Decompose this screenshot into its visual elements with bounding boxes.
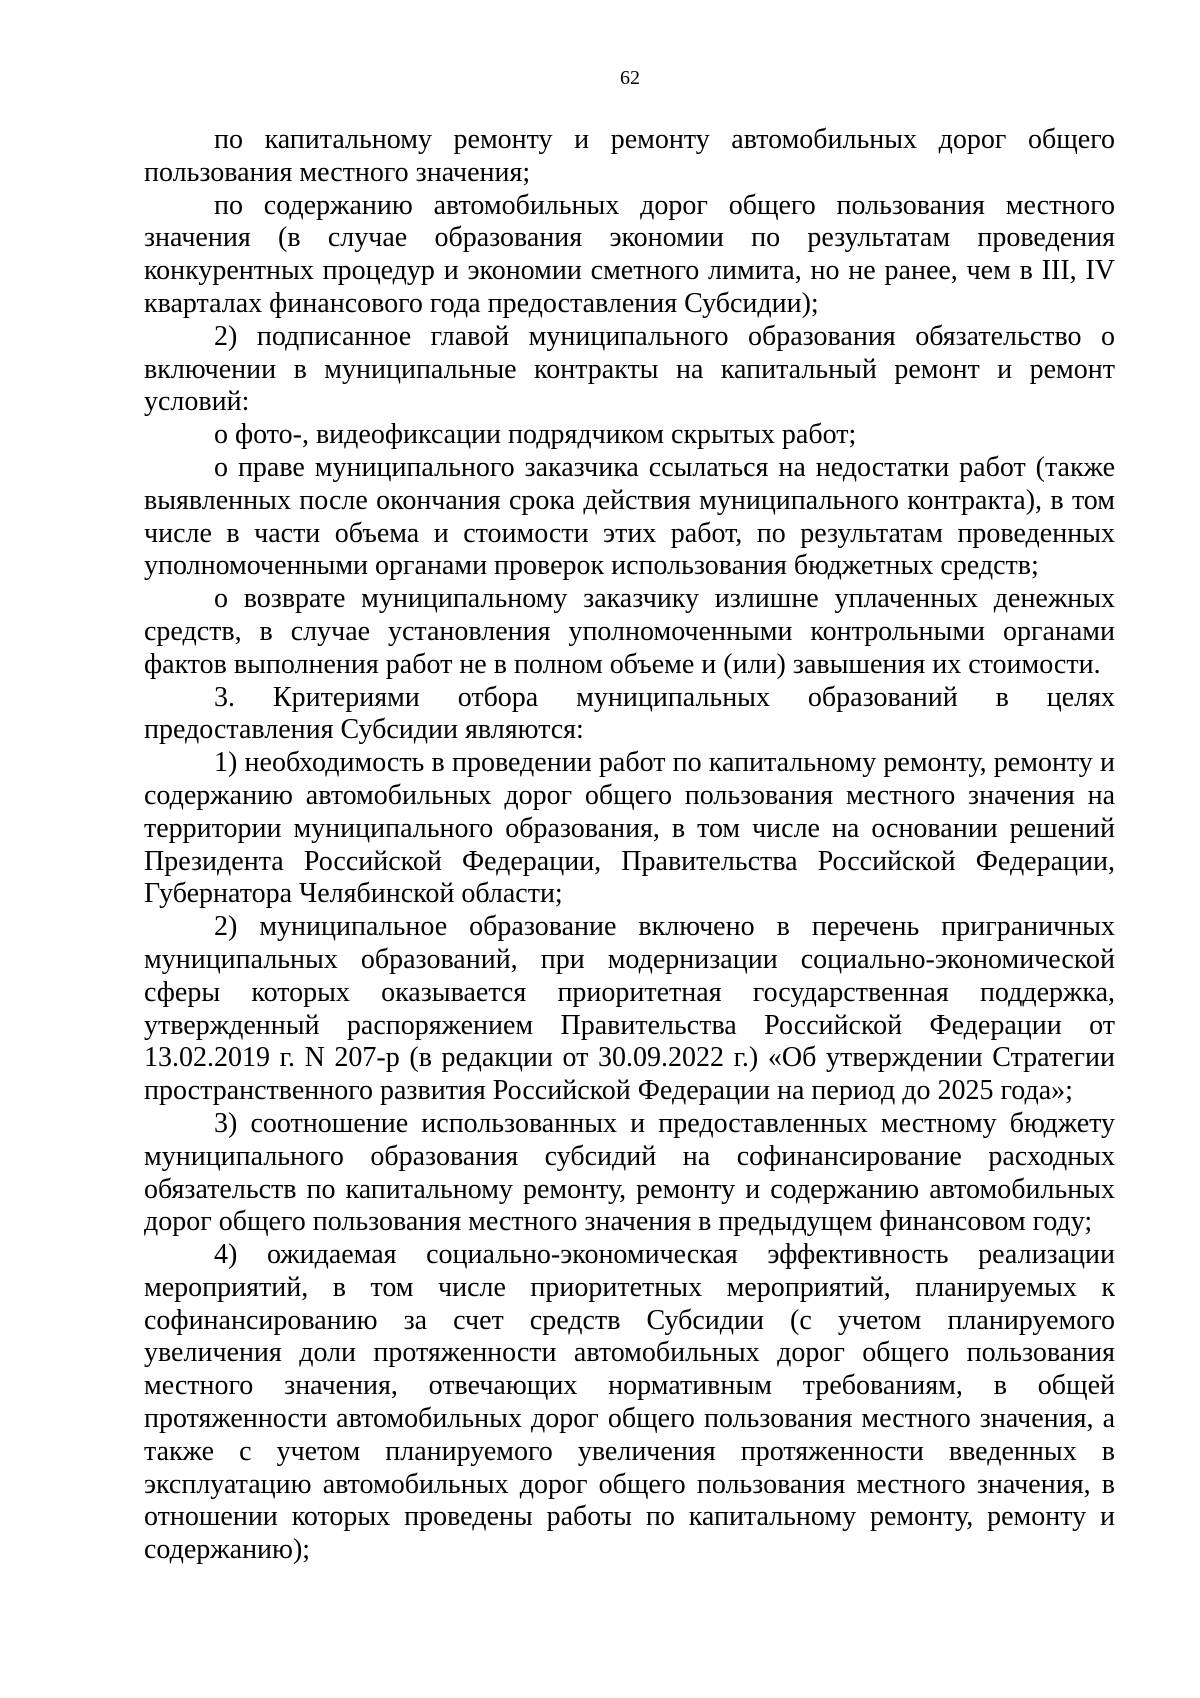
paragraph-criterion-3: 3) соотношение использованных и предоставленных местному бюджету муниципального образования субсидий на софинансирование расходных обязательств по капитальному ремонту, ремонту и содержанию автомобильных дорог общего пользования местного значения в предыдущем финансовом году; <box>144 1107 1115 1238</box>
paragraph-maintenance: по содержанию автомобильных дорог общего пользования местного значения (в случае образования экономии по результатам проведения конкурентных процедур и экономии сметного лимита, но не ранее, чем в III, IV кварталах финансового года предоставления Субсидии); <box>144 189 1115 319</box>
page-number: 62 <box>620 67 640 89</box>
paragraph-criterion-4: 4) ожидаемая социально-экономическая эффективность реализации мероприятий, в том числе приоритетных мероприятий, планируемых к софинансированию за счет средств Субсидии (с учетом планируемого увеличения доли протяженности автомобильных дорог общего пользования местного значения, отвечающих нормативным требованиям, в общей протяженности автомобильных дорог общего пользования местного значения, а также с учетом планируемого увеличения протяженности введенных в эксплуатацию автомобильных дорог общего пользования местного значения, в отношении которых проведены работы по капитальному ремонту, ремонту и содержанию); <box>144 1239 1115 1566</box>
paragraph-obligation: 2) подписанное главой муниципального образования обязательство о включении в муниципальные контракты на капитальный ремонт и ремонт условий: <box>144 320 1115 418</box>
document-body <box>144 124 1115 1567</box>
paragraph-customer-right: о праве муниципального заказчика ссылаться на недостатки работ (также выявленных после окончания срока действия муниципального контракта), в том числе в части объема и стоимости этих работ, по результатам проведенных уполномоченными органами проверок использования бюджетных средств; <box>144 451 1115 582</box>
paragraph-criterion-1: 1) необходимость в проведении работ по капитальному ремонту, ремонту и содержанию автомобильных дорог общего пользования местного значения на территории муниципального образования, в том числе на основании решений Президента Российской Федерации, Правительства Российской Федерации, Губернатора Челябинской области; <box>144 747 1115 910</box>
paragraph-photo-video: о фото-, видеофиксации подрядчиком скрытых работ; <box>214 419 857 451</box>
paragraph-criteria-heading: 3. Критериями отбора муниципальных образований в целях предоставления Субсидии являются: <box>144 681 1115 746</box>
paragraph-refund: о возврате муниципальному заказчику излишне уплаченных денежных средств, в случае установления уполномоченными контрольными органами фактов выполнения работ не в полном объеме и (или) завышения их стоимости. <box>144 583 1115 680</box>
paragraph-capital-repair: по капитальному ремонту и ремонту автомобильных дорог общего пользования местного значения; <box>144 124 1115 188</box>
paragraph-criterion-2: 2) муниципальное образование включено в перечень приграничных муниципальных образований, при модернизации социально-экономической сферы которых оказывается приоритетная государственная поддержка, утвержденный распоряжением Правительства Российской Федерации от 13.02.2019 г. N 207-р (в редакции от 30.09.2022 г.) «Об утверждении Стратегии пространственного развития Российской Федерации на период до 2025 года»; <box>144 911 1115 1107</box>
